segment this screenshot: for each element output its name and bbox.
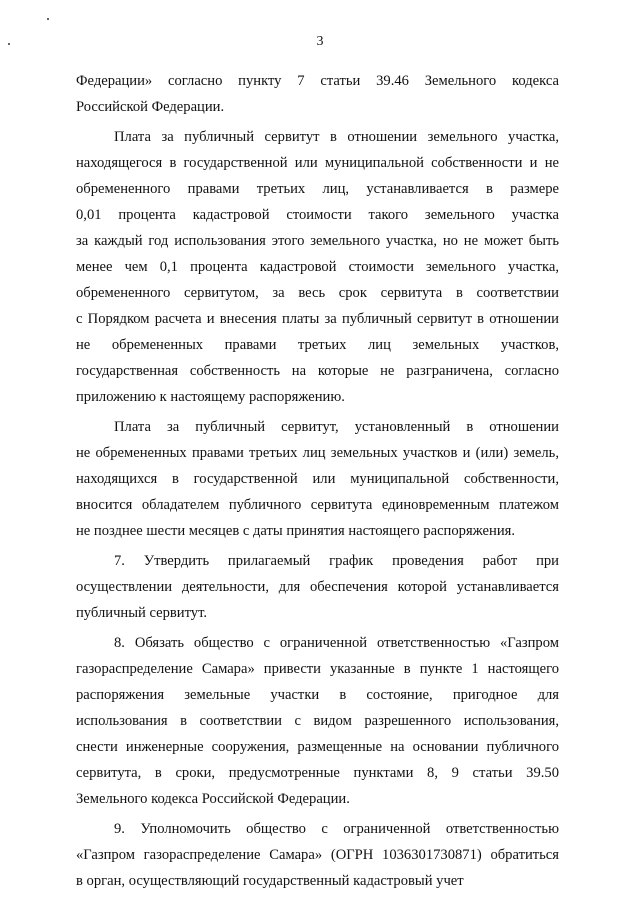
text-line: «Газпром газораспределение Самара» (ОГРН 1036301730871) обратиться bbox=[76, 847, 559, 863]
text-line: приложению к настоящему распоряжению. bbox=[76, 389, 345, 405]
text-line: использования в соответствии с видом разрешенного использования, bbox=[76, 713, 559, 729]
text-line: Федерации» согласно пункту 7 статьи 39.46 Земельного кодекса bbox=[76, 73, 559, 89]
text-line: 0,01 процента кадастровой стоимости такого земельного участка bbox=[76, 207, 559, 223]
text-line: государственная собственность на которые не разграничена, согласно bbox=[76, 363, 559, 379]
text-line: газораспределение Самара» привести указанные в пункте 1 настоящего bbox=[76, 661, 559, 677]
text-line: обремененного сервитутом, за весь срок сервитута в соответствии bbox=[76, 285, 559, 301]
text-line: не обремененных правами третьих лиц земельных участков и (или) земель, bbox=[76, 445, 559, 461]
text-line: 8. Обязать общество с ограниченной ответственностью «Газпром bbox=[114, 635, 559, 651]
text-line: 9. Уполномочить общество с ограниченной ответственностью bbox=[114, 821, 559, 837]
text-line: находящихся в государственной или муниципальной собственности, bbox=[76, 471, 559, 487]
text-line: публичный сервитут. bbox=[76, 605, 208, 621]
text-line: обремененного правами третьих лиц, устанавливается в размере bbox=[76, 181, 559, 197]
text-line: сервитута, в сроки, предусмотренные пунктами 8, 9 статьи 39.50 bbox=[76, 765, 559, 781]
text-line: с Порядком расчета и внесения платы за публичный сервитут в отношении bbox=[76, 311, 559, 327]
text-line: не позднее шести месяцев с даты принятия настоящего распоряжения. bbox=[76, 523, 516, 539]
document-body bbox=[76, 68, 559, 894]
paragraph bbox=[76, 68, 559, 120]
text-line: Плата за публичный сервитут в отношении земельного участка, bbox=[114, 129, 559, 145]
paragraph bbox=[76, 630, 559, 812]
text-line: 7. Утвердить прилагаемый график проведения работ при bbox=[114, 553, 559, 569]
text-line: в орган, осуществляющий государственный кадастровый учет bbox=[76, 873, 464, 889]
text-line: находящегося в государственной или муниципальной собственности и не bbox=[76, 155, 559, 171]
text-line: осуществлении деятельности, для обеспечения которой устанавливается bbox=[76, 579, 559, 595]
text-line: Земельного кодекса Российской Федерации. bbox=[76, 791, 350, 807]
text-line: снести инженерные сооружения, размещенные на основании публичного bbox=[76, 739, 559, 755]
text-line: менее чем 0,1 процента кадастровой стоимости земельного участка, bbox=[76, 259, 559, 275]
text-line: не обремененных правами третьих лиц земельных участков, bbox=[76, 337, 559, 353]
paragraph bbox=[76, 816, 559, 894]
paragraph bbox=[76, 124, 559, 410]
page-number: 3 bbox=[316, 34, 324, 49]
paragraph bbox=[76, 414, 559, 544]
text-line: вносится обладателем публичного сервитута единовременным платежом bbox=[76, 497, 559, 513]
paragraph bbox=[76, 548, 559, 626]
text-line: за каждый год использования этого земельного участка, но не может быть bbox=[76, 233, 559, 249]
text-line: распоряжения земельные участки в состояние, пригодное для bbox=[76, 687, 559, 703]
scan-speck bbox=[47, 18, 49, 20]
text-line: Плата за публичный сервитут, установленный в отношении bbox=[114, 419, 559, 435]
text-line: Российской Федерации. bbox=[76, 99, 225, 115]
